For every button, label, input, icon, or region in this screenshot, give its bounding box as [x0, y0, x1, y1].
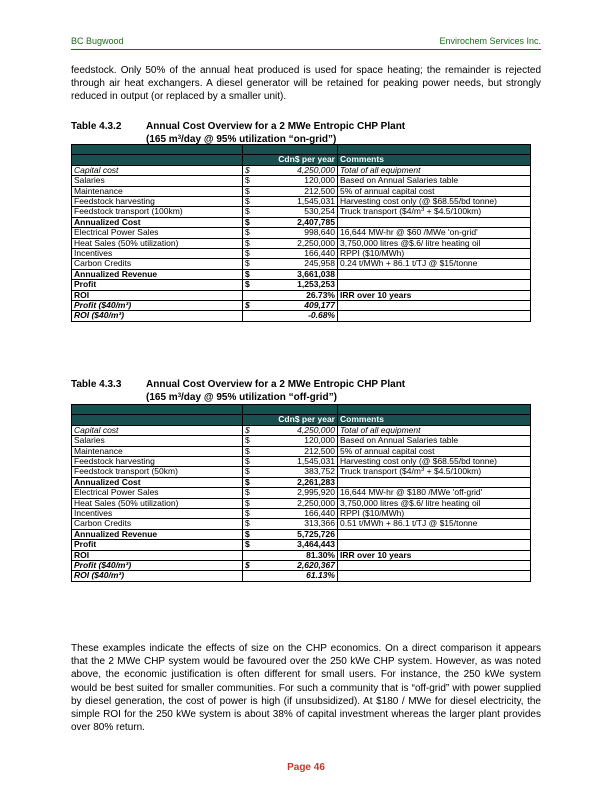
row-currency: $	[243, 436, 256, 446]
row-value: 1,545,031	[255, 197, 338, 207]
row-label: Feedstock harvesting	[72, 457, 243, 467]
row-comment: 3,750,000 litres @$.6/ litre heating oil	[338, 238, 531, 248]
row-value: 2,250,000	[255, 238, 338, 248]
row-label: Annualized Cost	[72, 217, 243, 227]
row-comment: RPPI ($10/MWh)	[338, 249, 531, 259]
row-value: 313,366	[255, 519, 338, 529]
row-comment: Total of all equipment	[338, 425, 531, 435]
table-row	[72, 457, 531, 467]
row-comment: 5% of annual capital cost	[338, 446, 531, 456]
row-value: 166,440	[255, 249, 338, 259]
table-spacer-row	[72, 145, 531, 155]
row-label: ROI ($40/m³)	[72, 571, 243, 581]
row-currency: $	[243, 217, 256, 227]
table-row	[72, 290, 531, 300]
row-label: ROI	[72, 550, 243, 560]
header-left: BC Bugwood	[71, 36, 124, 46]
row-currency: $	[243, 207, 256, 217]
table-row	[72, 498, 531, 508]
row-comment: IRR over 10 years	[338, 550, 531, 560]
table-header-row	[72, 415, 531, 425]
spacer-cell	[338, 405, 531, 415]
row-comment	[338, 311, 531, 321]
row-label: Carbon Credits	[72, 519, 243, 529]
spacer-cell	[243, 145, 256, 155]
row-value: 120,000	[255, 436, 338, 446]
table-spacer-row	[72, 405, 531, 415]
row-value: 2,995,920	[255, 488, 338, 498]
row-value: 26.73%	[255, 290, 338, 300]
row-comment	[338, 467, 531, 477]
row-currency: $	[243, 269, 256, 279]
row-value: 2,261,283	[255, 477, 338, 487]
row-value: 61.13%	[255, 571, 338, 581]
row-currency: $	[243, 259, 256, 269]
row-currency: $	[243, 280, 256, 290]
row-currency: $	[243, 249, 256, 259]
spacer-cell	[243, 405, 256, 415]
row-comment: Based on Annual Salaries table	[338, 176, 531, 186]
row-label: Profit ($40/m³)	[72, 561, 243, 571]
row-label: Annualized Cost	[72, 477, 243, 487]
row-currency	[243, 311, 256, 321]
row-currency: $	[243, 301, 256, 311]
intro-paragraph: feedstock. Only 50% of the annual heat produced is used for space heating; the remainder is rejected through air heat exchangers. A diesel generator will be retained for peaking power needs, but strongly reduced in output (or replaced by a smaller unit).	[71, 65, 541, 103]
comment-pre: Truck transport ($4/m	[340, 206, 421, 217]
table-row	[72, 259, 531, 269]
row-comment: Harvesting cost only (@ $68.55/bd tonne)	[338, 197, 531, 207]
row-currency: $	[243, 529, 256, 539]
row-label: Electrical Power Sales	[72, 488, 243, 498]
row-value: 1,545,031	[255, 457, 338, 467]
header-comment: Comments	[338, 415, 531, 425]
table-row	[72, 311, 531, 321]
table-row	[72, 477, 531, 487]
row-currency: $	[243, 519, 256, 529]
table-row	[72, 467, 531, 477]
table-row	[72, 529, 531, 539]
comment-sup: 3	[420, 467, 425, 474]
row-label: Capital cost	[72, 425, 243, 435]
row-label: ROI ($40/m³)	[72, 311, 243, 321]
row-currency: $	[243, 425, 256, 435]
row-value: 4,250,000	[255, 165, 338, 175]
row-label: Heat Sales (50% utilization)	[72, 238, 243, 248]
table-row	[72, 249, 531, 259]
table-row	[72, 228, 531, 238]
row-comment	[338, 477, 531, 487]
row-currency	[243, 550, 256, 560]
row-comment: 5% of annual capital cost	[338, 186, 531, 196]
row-value: 5,725,726	[255, 529, 338, 539]
row-value: 212,500	[255, 446, 338, 456]
row-comment	[338, 529, 531, 539]
row-comment	[338, 301, 531, 311]
comment-pre: Truck transport ($4/m	[340, 466, 421, 477]
row-value: 2,250,000	[255, 498, 338, 508]
table-row	[72, 238, 531, 248]
table-header-row	[72, 155, 531, 165]
spacer-cell	[338, 145, 531, 155]
page-number: Page 46	[287, 762, 325, 773]
table-row	[72, 280, 531, 290]
row-currency: $	[243, 467, 256, 477]
header-value: Cdn$ per year	[243, 415, 338, 425]
row-value: 3,661,038	[255, 269, 338, 279]
table-row	[72, 436, 531, 446]
row-currency	[243, 290, 256, 300]
row-label: Feedstock transport (100km)	[72, 207, 243, 217]
row-value: 81.30%	[255, 550, 338, 560]
table-row	[72, 207, 531, 217]
row-value: 212,500	[255, 186, 338, 196]
table-row	[72, 571, 531, 581]
row-currency: $	[243, 561, 256, 571]
table-row	[72, 509, 531, 519]
row-label: Profit	[72, 280, 243, 290]
header-rule	[71, 49, 541, 50]
row-label: Carbon Credits	[72, 259, 243, 269]
spacer-cell	[72, 145, 243, 155]
row-label: Maintenance	[72, 446, 243, 456]
row-value: 3,464,443	[255, 540, 338, 550]
row-currency: $	[243, 197, 256, 207]
row-comment	[338, 280, 531, 290]
spacer-cell	[72, 405, 243, 415]
row-currency: $	[243, 176, 256, 186]
table-row	[72, 561, 531, 571]
conclusion-paragraph: These examples indicate the effects of size on the CHP economics. On a direct comparison it appears that the 2 MWe CHP system would be favoured over the 250 kWe CHP system. However, as was noted above, the economic justification is often different for small users. For instance, the 250 kWe system would be best suited for smaller communities. For such a community that is “off-grid” with power supplied by diesel generation, the cost of power is high (if unsubsidized). At $180 / MWe for diesel electricity, the simple ROI for the 250 kWe system is about 38% of capital investment whereas the larger plant provides over 80% return.	[71, 643, 541, 734]
row-label: Feedstock harvesting	[72, 197, 243, 207]
row-comment: RPPI ($10/MWh)	[338, 509, 531, 519]
row-currency: $	[243, 540, 256, 550]
table1-title-line1: Annual Cost Overview for a 2 MWe Entropic CHP Plant	[146, 121, 406, 132]
row-comment: Based on Annual Salaries table	[338, 436, 531, 446]
table2-number: Table 4.3.3	[71, 379, 122, 390]
table-row	[72, 519, 531, 529]
row-comment: Total of all equipment	[338, 165, 531, 175]
row-label: Salaries	[72, 176, 243, 186]
table-row	[72, 165, 531, 175]
row-comment	[338, 561, 531, 571]
spacer-cell	[255, 145, 338, 155]
header-right: Envirochem Services Inc.	[439, 36, 541, 46]
comment-post: + $4.5/100km)	[424, 466, 482, 477]
row-value: 166,440	[255, 509, 338, 519]
row-value: 383,752	[255, 467, 338, 477]
row-currency: $	[243, 186, 256, 196]
row-comment	[338, 269, 531, 279]
row-comment: 16,644 MW-hr @ $180 /MWe 'off-grid'	[338, 488, 531, 498]
row-value: 998,640	[255, 228, 338, 238]
row-label: Annualized Revenue	[72, 269, 243, 279]
spacer-cell	[255, 405, 338, 415]
row-value: -0.68%	[255, 311, 338, 321]
header-blank	[72, 155, 243, 165]
row-label: Feedstock transport (50km)	[72, 467, 243, 477]
table-row	[72, 176, 531, 186]
row-currency: $	[243, 498, 256, 508]
row-value: 2,407,785	[255, 217, 338, 227]
row-value: 409,177	[255, 301, 338, 311]
header-blank	[72, 415, 243, 425]
row-value: 2,620,367	[255, 561, 338, 571]
row-comment: 0.24 t/MWh + 86.1 t/TJ @ $15/tonne	[338, 259, 531, 269]
row-comment	[338, 540, 531, 550]
table-row	[72, 446, 531, 456]
row-currency: $	[243, 238, 256, 248]
row-label: Profit ($40/m³)	[72, 301, 243, 311]
comment-post: + $4.5/100km)	[424, 206, 482, 217]
table-row	[72, 217, 531, 227]
row-label: Annualized Revenue	[72, 529, 243, 539]
page-header	[71, 36, 541, 50]
row-value: 245,958	[255, 259, 338, 269]
header-comment: Comments	[338, 155, 531, 165]
row-label: ROI	[72, 290, 243, 300]
table1	[71, 144, 531, 322]
row-currency	[243, 571, 256, 581]
table1-number: Table 4.3.2	[71, 121, 122, 132]
row-label: Incentives	[72, 249, 243, 259]
row-currency: $	[243, 165, 256, 175]
row-label: Salaries	[72, 436, 243, 446]
row-currency: $	[243, 477, 256, 487]
row-value: 120,000	[255, 176, 338, 186]
row-value: 4,250,000	[255, 425, 338, 435]
table-row	[72, 488, 531, 498]
row-label: Capital cost	[72, 165, 243, 175]
row-label: Incentives	[72, 509, 243, 519]
row-comment: Harvesting cost only (@ $68.55/bd tonne)	[338, 457, 531, 467]
table-row	[72, 540, 531, 550]
table-row	[72, 301, 531, 311]
row-comment: IRR over 10 years	[338, 290, 531, 300]
table2	[71, 404, 531, 582]
table2-title-line1: Annual Cost Overview for a 2 MWe Entropic CHP Plant	[146, 379, 406, 390]
table-row	[72, 269, 531, 279]
row-label: Electrical Power Sales	[72, 228, 243, 238]
table-row	[72, 197, 531, 207]
row-currency: $	[243, 446, 256, 456]
row-value: 530,254	[255, 207, 338, 217]
row-comment: 16,644 MW-hr @ $60 /MWe 'on-grid'	[338, 228, 531, 238]
row-comment	[338, 207, 531, 217]
row-value: 1,253,253	[255, 280, 338, 290]
table-row	[72, 425, 531, 435]
row-comment	[338, 217, 531, 227]
row-comment: 0.51 t/MWh + 86.1 t/TJ @ $15/tonne	[338, 519, 531, 529]
comment-sup: 3	[420, 207, 425, 214]
row-label: Profit	[72, 540, 243, 550]
row-currency: $	[243, 509, 256, 519]
row-comment	[338, 571, 531, 581]
row-comment: 3,750,000 litres @$.6/ litre heating oil	[338, 498, 531, 508]
row-currency: $	[243, 228, 256, 238]
row-label: Heat Sales (50% utilization)	[72, 498, 243, 508]
row-label: Maintenance	[72, 186, 243, 196]
table-row	[72, 186, 531, 196]
row-currency: $	[243, 488, 256, 498]
table-row	[72, 550, 531, 560]
row-currency: $	[243, 457, 256, 467]
header-value: Cdn$ per year	[243, 155, 338, 165]
